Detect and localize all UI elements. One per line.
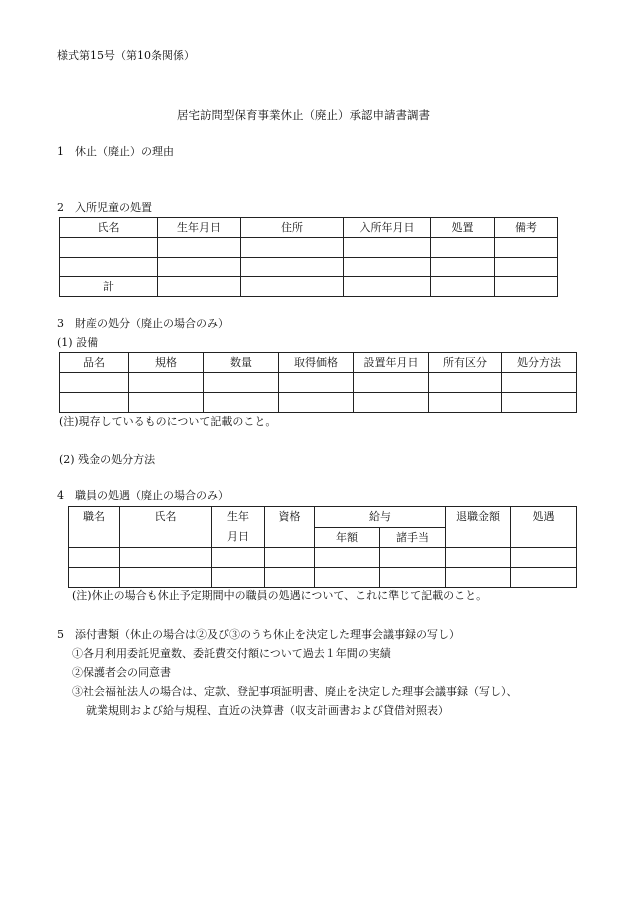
table-row xyxy=(60,238,558,258)
table-cell[interactable] xyxy=(429,373,502,393)
table-cell[interactable] xyxy=(69,548,120,568)
table-cell[interactable] xyxy=(158,277,241,297)
table-cell[interactable] xyxy=(241,258,344,277)
header-cell: 給与 xyxy=(315,507,446,528)
header-cell: 職名 xyxy=(69,507,120,548)
header-cell: 処置 xyxy=(431,218,495,238)
table-cell[interactable] xyxy=(315,548,380,568)
section-5-heading: 5 添付書類（休止の場合は②及び③のうち休止を決定した理事会議事録の写し） xyxy=(57,628,460,641)
header-cell: 生年月日 xyxy=(158,218,241,238)
table-cell[interactable] xyxy=(279,373,354,393)
section-3-sub-1: (1) 設備 xyxy=(57,336,99,349)
table-cell[interactable] xyxy=(204,373,279,393)
header-cell: 入所年月日 xyxy=(344,218,431,238)
table-cell[interactable] xyxy=(446,548,511,568)
header-cell: 取得価格 xyxy=(279,353,354,373)
header-cell: 資格 xyxy=(265,507,315,548)
attachment-item-1: ①各月利用委託児童数、委託費交付額について過去１年間の実績 xyxy=(72,647,391,660)
table-cell[interactable] xyxy=(431,258,495,277)
table-cell[interactable] xyxy=(120,568,212,588)
table-row xyxy=(69,548,577,568)
table-header-row xyxy=(60,218,558,238)
table-cell[interactable] xyxy=(315,568,380,588)
form-number: 様式第15号（第10条関係） xyxy=(57,49,195,62)
header-cell: 退職金額 xyxy=(446,507,511,548)
table-cell[interactable] xyxy=(502,393,577,413)
attachment-item-3: ③社会福祉法人の場合は、定款、登記事項証明書、廃止を決定した理事会議事録（写し）、 xyxy=(72,685,518,698)
header-cell: 数量 xyxy=(204,353,279,373)
table-row xyxy=(69,568,577,588)
header-birth-line-1: 生年 xyxy=(227,510,249,523)
table-cell[interactable] xyxy=(60,238,158,258)
equipment-table xyxy=(59,352,577,413)
table-cell[interactable] xyxy=(265,548,315,568)
header-cell: 処分方法 xyxy=(502,353,577,373)
header-cell: 諸手当 xyxy=(380,527,446,548)
attachment-item-3-continued: 就業規則および給与規程、直近の決算書（収支計画書および貸借対照表） xyxy=(86,704,449,717)
table-cell[interactable] xyxy=(344,238,431,258)
header-cell: 品名 xyxy=(60,353,129,373)
table-cell[interactable] xyxy=(120,548,212,568)
table-cell[interactable] xyxy=(446,568,511,588)
children-disposition-table xyxy=(59,217,558,297)
table-cell[interactable] xyxy=(204,393,279,413)
table-cell[interactable] xyxy=(279,393,354,413)
table-cell[interactable] xyxy=(60,258,158,277)
table-cell[interactable] xyxy=(60,393,129,413)
total-label: 計 xyxy=(60,277,158,297)
section-2-heading: 2 入所児童の処置 xyxy=(57,201,152,214)
table-cell[interactable] xyxy=(495,277,558,297)
table-cell[interactable] xyxy=(431,277,495,297)
table-cell[interactable] xyxy=(354,393,429,413)
table-cell[interactable] xyxy=(511,568,577,588)
header-cell: 備考 xyxy=(495,218,558,238)
table-row xyxy=(60,258,558,277)
table-cell[interactable] xyxy=(129,373,204,393)
header-cell: 所有区分 xyxy=(429,353,502,373)
header-cell: 処遇 xyxy=(511,507,577,548)
table-cell[interactable] xyxy=(69,568,120,588)
table-cell[interactable] xyxy=(495,238,558,258)
table-cell[interactable] xyxy=(511,548,577,568)
staff-treatment-table xyxy=(68,506,577,588)
header-cell: 氏名 xyxy=(120,507,212,548)
header-cell: 年額 xyxy=(315,527,380,548)
table-header-row xyxy=(60,353,577,373)
table-cell[interactable] xyxy=(344,258,431,277)
section-3-note: (注)現存しているものについて記載のこと。 xyxy=(59,415,277,428)
document-title: 居宅訪問型保育事業休止（廃止）承認申請書調書 xyxy=(177,108,430,122)
header-cell: 設置年月日 xyxy=(354,353,429,373)
section-1-heading: 1 休止（廃止）の理由 xyxy=(57,145,174,158)
header-cell: 氏名 xyxy=(60,218,158,238)
table-cell[interactable] xyxy=(431,238,495,258)
section-3-heading: 3 財産の処分（廃止の場合のみ） xyxy=(57,317,229,330)
header-cell-birth xyxy=(212,507,265,548)
table-cell[interactable] xyxy=(429,393,502,413)
section-3-sub-2: (2) 残金の処分方法 xyxy=(59,453,156,466)
table-cell[interactable] xyxy=(129,393,204,413)
table-cell[interactable] xyxy=(354,373,429,393)
table-cell[interactable] xyxy=(380,548,446,568)
table-row xyxy=(60,373,577,393)
table-cell[interactable] xyxy=(344,277,431,297)
total-row xyxy=(60,277,558,297)
table-header-row xyxy=(69,507,577,528)
attachment-item-2: ②保護者会の同意書 xyxy=(72,666,171,679)
section-4-note: (注)休止の場合も休止予定期間中の職員の処遇について、これに準じて記載のこと。 xyxy=(72,589,488,602)
table-cell[interactable] xyxy=(158,238,241,258)
table-cell[interactable] xyxy=(60,373,129,393)
header-birth-line-2: 月日 xyxy=(227,530,249,543)
table-cell[interactable] xyxy=(241,277,344,297)
table-row xyxy=(60,393,577,413)
header-cell: 規格 xyxy=(129,353,204,373)
table-cell[interactable] xyxy=(502,373,577,393)
table-cell[interactable] xyxy=(495,258,558,277)
table-cell[interactable] xyxy=(212,568,265,588)
header-cell: 住所 xyxy=(241,218,344,238)
table-cell[interactable] xyxy=(158,258,241,277)
table-cell[interactable] xyxy=(212,548,265,568)
section-4-heading: 4 職員の処遇（廃止の場合のみ） xyxy=(57,489,229,502)
table-cell[interactable] xyxy=(265,568,315,588)
table-cell[interactable] xyxy=(380,568,446,588)
table-cell[interactable] xyxy=(241,238,344,258)
